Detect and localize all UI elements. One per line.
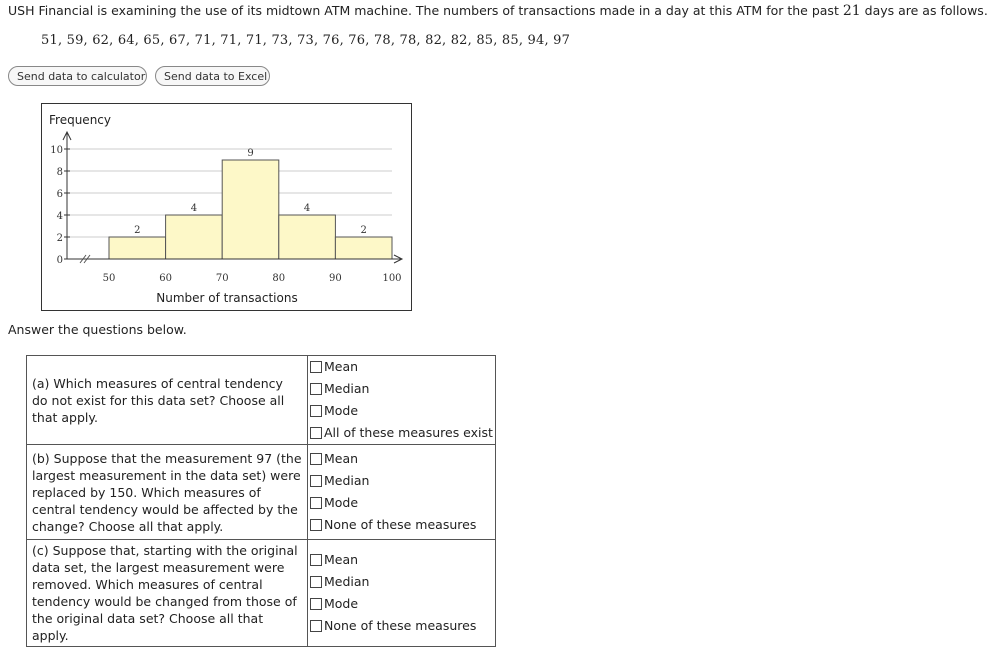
question-row <box>27 445 496 540</box>
y-tick-label: 10 <box>50 145 63 156</box>
day-count: 21 <box>842 3 861 19</box>
option-label: Median <box>324 473 370 488</box>
send-to-excel-button[interactable]: Send data to Excel <box>155 66 270 86</box>
option-median[interactable] <box>310 571 493 593</box>
option-label: Mean <box>324 451 359 466</box>
histogram-bar <box>222 160 279 259</box>
option-none-of-these-measures[interactable] <box>310 615 493 637</box>
checkbox[interactable] <box>310 361 322 373</box>
histogram-svg <box>42 104 411 310</box>
checkbox[interactable] <box>310 383 322 395</box>
checkbox[interactable] <box>310 554 322 566</box>
option-all-of-these-measures-exist[interactable] <box>310 422 493 444</box>
send-to-calculator-button[interactable]: Send data to calculator <box>8 66 147 86</box>
option-label: Mode <box>324 495 359 510</box>
question-text: (b) Suppose that the measurement 97 (the largest measurement in the data set) were replaced by 150. Which measures of central tendency would be affected by the change? Choose all that apply. <box>27 445 308 540</box>
x-axis-label: Number of transactions <box>156 291 298 305</box>
histogram-chart <box>41 103 412 311</box>
histogram-bar <box>279 215 336 259</box>
checkbox[interactable] <box>310 497 322 509</box>
y-axis-label: Frequency <box>49 113 111 127</box>
checkbox[interactable] <box>310 405 322 417</box>
histogram-bar <box>109 237 166 259</box>
option-label: Mode <box>324 596 359 611</box>
x-tick-label: 90 <box>329 273 342 284</box>
x-tick-label: 80 <box>272 273 286 284</box>
option-label: Median <box>324 381 370 396</box>
checkbox[interactable] <box>310 475 322 487</box>
option-label: All of these measures exist <box>324 425 493 440</box>
option-label: Median <box>324 574 370 589</box>
bar-data-label: 9 <box>247 148 254 159</box>
question-options <box>308 540 496 647</box>
option-mean[interactable] <box>310 356 493 378</box>
y-tick-label: 2 <box>56 233 63 244</box>
option-median[interactable] <box>310 470 493 492</box>
checkbox[interactable] <box>310 519 322 531</box>
problem-text-end: days are as follows. <box>860 3 988 18</box>
question-text: (c) Suppose that, starting with the original data set, the largest measurement were removed. Which measures of central tendency would be changed from those of the original data set? Choose all that apply. <box>27 540 308 647</box>
x-tick-label: 50 <box>102 273 116 284</box>
option-mean[interactable] <box>310 448 493 470</box>
checkbox[interactable] <box>310 620 322 632</box>
x-tick-label: 100 <box>382 273 402 284</box>
option-label: Mode <box>324 403 359 418</box>
option-label: None of these measures <box>324 517 477 532</box>
question-options <box>308 356 496 445</box>
y-tick-label: 4 <box>56 211 63 222</box>
option-label: Mean <box>324 359 359 374</box>
option-mean[interactable] <box>310 549 493 571</box>
bar-data-label: 4 <box>190 203 198 214</box>
bar-data-label: 2 <box>360 225 367 236</box>
histogram-bar <box>335 237 392 259</box>
option-none-of-these-measures[interactable] <box>310 514 493 536</box>
option-median[interactable] <box>310 378 493 400</box>
bar-data-label: 4 <box>303 203 311 214</box>
checkbox[interactable] <box>310 427 322 439</box>
checkbox[interactable] <box>310 453 322 465</box>
x-tick-label: 70 <box>215 273 229 284</box>
answer-instructions: Answer the questions below. <box>8 322 187 337</box>
histogram-bar <box>166 215 223 259</box>
problem-statement <box>8 3 988 19</box>
checkbox[interactable] <box>310 598 322 610</box>
option-label: Mean <box>324 552 359 567</box>
checkbox[interactable] <box>310 576 322 588</box>
questions-table <box>26 355 496 647</box>
question-options <box>308 445 496 540</box>
y-tick-label: 0 <box>56 255 63 266</box>
option-mode[interactable] <box>310 492 493 514</box>
x-tick-label: 60 <box>159 273 172 284</box>
y-tick-label: 6 <box>56 189 63 200</box>
problem-text-start: USH Financial is examining the use of its midtown ATM machine. The numbers of transactions made in a day at this ATM for the past <box>8 3 843 18</box>
question-row <box>27 356 496 445</box>
option-mode[interactable] <box>310 593 493 615</box>
question-text: (a) Which measures of central tendency do not exist for this data set? Choose all that apply. <box>27 356 308 445</box>
data-set-values: 51, 59, 62, 64, 65, 67, 71, 71, 71, 73, 73, 76, 76, 78, 78, 82, 82, 85, 85, 94, 97 <box>41 33 571 48</box>
bar-data-label: 2 <box>134 225 141 236</box>
option-label: None of these measures <box>324 618 477 633</box>
y-tick-label: 8 <box>56 167 63 178</box>
question-row <box>27 540 496 647</box>
option-mode[interactable] <box>310 400 493 422</box>
